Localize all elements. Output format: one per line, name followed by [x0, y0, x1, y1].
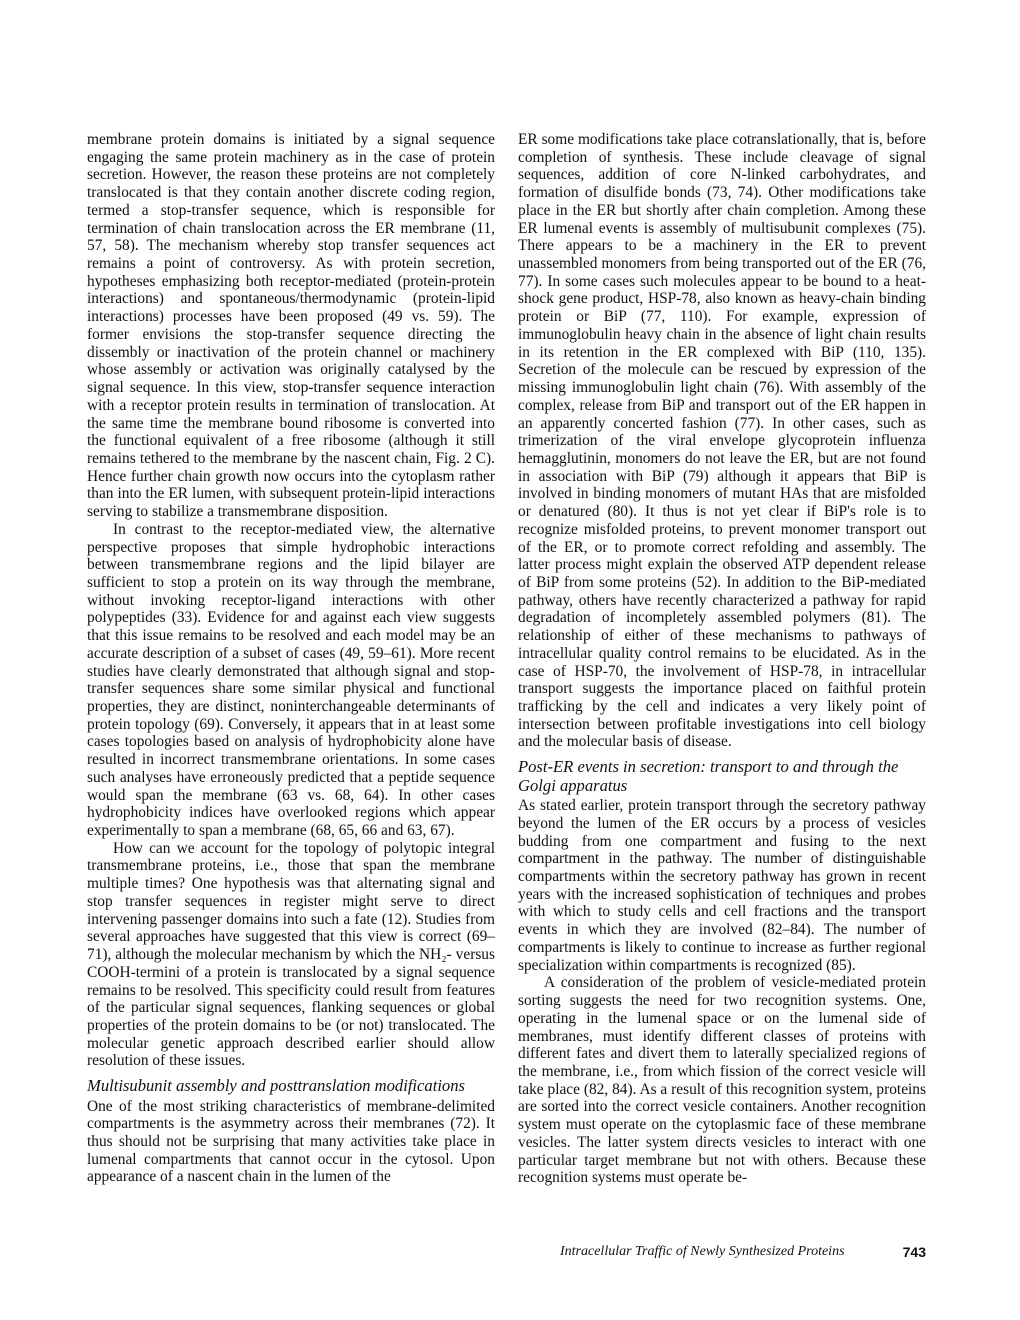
- page-footer: [560, 1244, 926, 1260]
- paragraph: membrane protein domains is initiated by a signal sequence engaging the same protein machinery as in the case of protein secretion. However, the reason these proteins are not completely translocated is that they contain another discrete coding region, termed a stop-transfer sequence, which is responsible for termination of chain translocation across the ER membrane (11, 57, 58). The mechanism whereby stop transfer sequences act remains a point of controversy. As with protein secretion, hypotheses emphasizing both receptor-mediated (protein-protein interactions) and spontaneous/thermodynamic (protein-lipid interactions) processes have been proposed (49 vs. 59). The former envisions the stop-transfer sequence directing the dissembly or inactivation of the protein channel or machinery whose assembly or activation was originally catalysed by the signal sequence. In this view, stop-transfer sequence interaction with a receptor protein results in termination of translocation. At the same time the membrane bound ribosome is converted into the functional equivalent of a free ribosome (although it still remains tethered to the membrane by the nascent chain, Fig. 2 C). Hence further chain growth now occurs into the cytoplasm rather than into the ER lumen, with subsequent protein-lipid interactions serving to stabilize a transmembrane disposition.: [87, 131, 495, 521]
- paragraph: In contrast to the receptor-mediated view, the alternative perspective proposes that simple hydrophobic interactions between transmembrane regions and the lipid bilayer are sufficient to stop a protein on its way through the membrane, without invoking receptor-ligand interactions with other polypeptides (33). Evidence for and against each view suggests that this issue remains to be resolved and each model may be an accurate description of a subset of cases (49, 59–61). More recent studies have clearly demonstrated that although signal and stop-transfer sequences share some similar physical and functional properties, they are distinct, noninterchangeable determinants of protein topology (69). Conversely, it appears that in at least some cases topologies based on analysis of hydrophobicity alone have resulted in incorrect transmembrane orientations. In some cases such analyses have erroneously predicted that a peptide sequence would span the membrane (63 vs. 68, 64). In other cases hydrophobicity indices have overlooked regions which appear experimentally to span a membrane (68, 65, 66 and 63, 67).: [87, 520, 495, 840]
- paragraph: How can we account for the topology of polytopic integral transmembrane proteins, i.e., those that span the membrane multiple times? One hypothesis was that alternating signal and stop transfer sequences in register might serve to direct intervening passenger domains into such a fate (12). Studies from several approaches have suggested that this view is correct (69–71), although the molecular mechanism by which the NH₂- versus COOH-termini of a protein is translocated by a signal sequence remains to be resolved. This specificity could result from features of the particular signal sequences, flanking sequences or global properties of the protein domains to be (or not) translocated. The molecular genetic approach described earlier should allow resolution of these issues.: [87, 839, 495, 1070]
- page-number: 743: [902, 1244, 926, 1260]
- paragraph: As stated earlier, protein transport through the secretory pathway beyond the lumen of the ER occurs by a process of vesicles budding from one compartment and fusing to the next compartment in the pathway. The number of distinguishable compartments within the secretory pathway has grown in recent years with the increased sophistication of techniques and probes with which to study cells and cell fractions and the transport events in which they are involved (82–84). The number of compartments is likely to continue to increase as further regional specialization within compartments is recognized (85).: [518, 797, 926, 974]
- left-column: [87, 131, 495, 1186]
- paragraph: One of the most striking characteristics of membrane-delimited compartments is the asymmetry across their membranes (72). It thus should not be surprising that many activities take place in lumenal compartments that cannot occur in the cytosol. Upon appearance of a nascent chain in the lumen of the: [87, 1097, 495, 1186]
- running-title: Intracellular Traffic of Newly Synthesized Proteins: [560, 1244, 845, 1259]
- section-heading: Post-ER events in secretion: transport to and through the Golgi apparatus: [518, 757, 899, 795]
- paragraph: A consideration of the problem of vesicle-mediated protein sorting suggests the need for two recognition systems. One, operating in the lumenal space or on the lumenal side of membranes, must identify different classes of proteins with different fates and divert them to laterally specialized regions of the membrane, i.e., from which fission of the correct vesicle will take place (82, 84). As a result of this recognition system, proteins are sorted into the correct vesicle containers. Another recognition system must operate on the cytoplasmic face of these membrane vesicles. The latter system directs vesicles to interact with one particular target membrane but not with others. Because these recognition systems must operate be-: [518, 974, 926, 1187]
- section-heading: Multisubunit assembly and posttranslation modifications: [87, 1076, 465, 1096]
- paragraph: ER some modifications take place cotranslationally, that is, before completion of synthesis. These include cleavage of signal sequences, addition of core N-linked carbohydrates, and formation of disulfide bonds (73, 74). Other modifications take place in the ER but shortly after chain completion. Among these ER lumenal events is assembly of multisubunit complexes (75). There appears to be a machinery in the ER to prevent unassembled monomers from being transported out of the ER (76, 77). In some cases such molecules appear to be bound to a heat-shock gene product, HSP-78, also known as heavy-chain binding protein or BiP (77, 110). For example, expression of immunoglobulin heavy chain in the absence of light chain results in its retention in the ER complexed with BiP (110, 135). Secretion of the molecule can be rescued by expression of the missing immunoglobulin light chain (76). With assembly of the complex, release from BiP and transport out of the ER happen in an apparently concerted fashion (77). In other cases, such as trimerization of the viral envelope glycoprotein influenza hemagglutinin, monomers do not leave the ER, but are not found in association with BiP (79) although it appears that BiP is involved in binding monomers of mutant HAs that are misfolded or denatured (80). It thus is not yet clear if BiP's role is to recognize misfolded proteins, to prevent monomer transport out of the ER, or to promote correct refolding and assembly. The latter process might explain the observed ATP dependent release of BiP from some proteins (52). In addition to the BiP-mediated pathway, others have recently characterized a pathway for rapid degradation of incompletely assembled polymers (81). The relationship of either of these mechanisms to pathways of intracellular quality control remains to be elucidated. As in the case of HSP-70, the involvement of HSP-78, in intracellular transport suggests the importance placed on faithful protein trafficking by the cell and indicates a very likely point of intersection between profitable investigations into cell biology and the molecular basis of disease.: [518, 131, 926, 751]
- right-column: [518, 131, 926, 1187]
